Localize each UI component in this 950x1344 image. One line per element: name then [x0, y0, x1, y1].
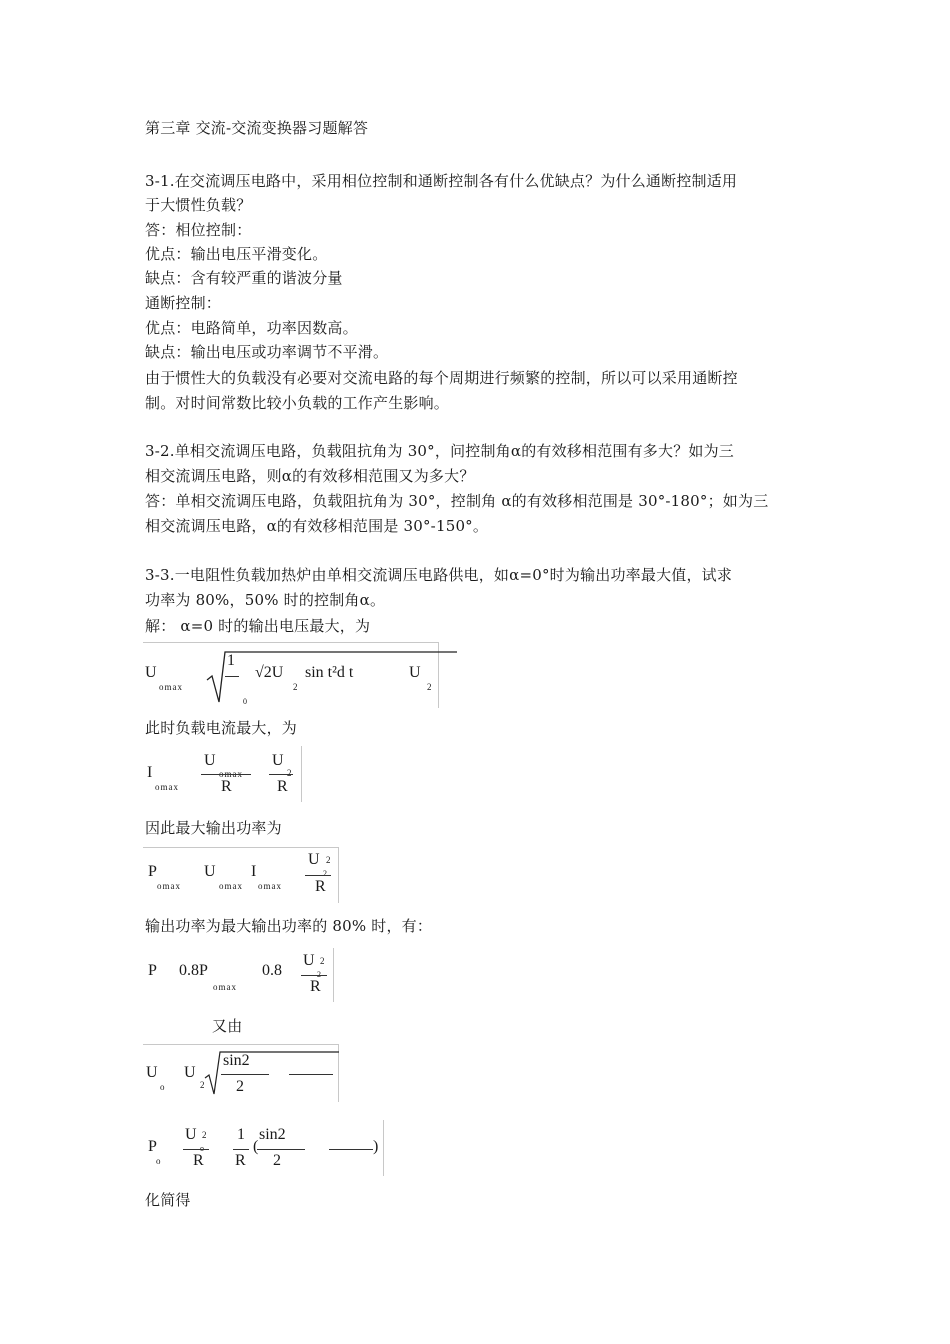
sin-term: sin t²d t — [305, 664, 354, 681]
coefficient: 0.8 — [262, 962, 282, 979]
subscript-2: 2 — [200, 1080, 206, 1090]
fraction-bar — [233, 1149, 249, 1150]
equation-frame — [338, 847, 339, 903]
symbol-u: U — [185, 1126, 197, 1143]
fraction-bar — [289, 1074, 333, 1075]
sqrt2-u: √2U — [255, 664, 284, 681]
answer-line: 制。对时间常数比较小负载的工作产生影响。 — [145, 394, 450, 412]
symbol-u: U — [308, 851, 320, 868]
subscript-o: o — [156, 1156, 162, 1166]
fraction-bar — [221, 1074, 269, 1075]
symbol-r: R — [235, 1152, 246, 1169]
fraction-bar — [269, 774, 293, 775]
subscript-omax: omax — [219, 881, 243, 891]
symbol-u: U — [409, 664, 421, 681]
superscript-2: 2 — [320, 956, 326, 966]
symbol-r: R — [193, 1152, 204, 1169]
subscript-omax: omax — [213, 982, 237, 992]
subscript-omax: omax — [157, 881, 181, 891]
symbol-u: U — [146, 1064, 158, 1081]
equation-iomax — [143, 746, 305, 802]
superscript-2: 2 — [326, 855, 332, 865]
answer-line: 相交流调压电路，α的有效移相范围是 30°-150°。 — [145, 517, 489, 535]
symbol-u: U — [204, 863, 216, 880]
symbol-i: I — [147, 764, 153, 781]
symbol-p: P — [148, 863, 157, 880]
symbol-u: U — [145, 664, 157, 681]
equation-frame — [333, 948, 334, 1002]
sin2-term: sin2 — [223, 1052, 250, 1069]
solution-line: 又由 — [212, 1017, 243, 1035]
fraction-bar — [305, 875, 331, 876]
answer-line: 由于惯性大的负载没有必要对交流电路的每个周期进行频繁的控制，所以可以采用通断控 — [145, 369, 738, 387]
answer-line: 答：相位控制： — [145, 221, 252, 239]
answer-line: 通断控制： — [145, 294, 222, 312]
question-3-2-cont: 相交流调压电路，则α的有效移相范围又为多大？ — [145, 467, 475, 485]
question-3-3: 3-3.一电阻性负载加热炉由单相交流调压电路供电，如α=0°时为输出功率最大值，试求 — [145, 566, 733, 584]
symbol-u: U — [303, 952, 315, 969]
symbol-p: P — [148, 1138, 157, 1155]
question-3-3-cont: 功率为 80%，50% 时的控制角α。 — [145, 591, 386, 609]
sin2-term: sin2 — [259, 1126, 286, 1143]
symbol-r: R — [315, 878, 326, 895]
fraction-numerator: 1 — [227, 652, 235, 669]
equation-frame — [143, 642, 439, 643]
paren-right: ) — [373, 1138, 379, 1155]
denominator-2: 2 — [236, 1078, 244, 1095]
subscript-o: o — [160, 1082, 166, 1092]
answer-line: 优点：电路简单，功率因数高。 — [145, 319, 358, 337]
subscript-omax: omax — [219, 769, 243, 779]
question-3-1: 3-1.在交流调压电路中，采用相位控制和通断控制各有什么优缺点？为什么通断控制适用 — [145, 172, 738, 190]
fraction-bar — [225, 676, 239, 677]
subscript-o: o — [200, 1144, 204, 1153]
subscript-2: 2 — [317, 970, 321, 979]
subscript-omax: omax — [258, 881, 282, 891]
equation-uomax — [143, 642, 443, 708]
answer-line: 答：单相交流调压电路，负载阻抗角为 30°，控制角 α的有效移相范围是 30°-180°；如为三 — [145, 492, 769, 510]
equation-frame — [143, 1044, 339, 1045]
solution-line: 输出功率为最大输出功率的 80% 时，有： — [145, 917, 433, 935]
integral-lower-limit: 0 — [243, 697, 247, 706]
denominator-2: 2 — [273, 1152, 281, 1169]
solution-line: 此时负载电流最大，为 — [145, 719, 298, 737]
subscript-2: 2 — [323, 869, 327, 878]
symbol-i: I — [251, 863, 257, 880]
paren-left: ( — [253, 1138, 259, 1155]
symbol-r: R — [310, 978, 321, 995]
equation-po — [143, 1120, 388, 1176]
subscript-omax: omax — [159, 682, 183, 692]
question-3-2: 3-2.单相交流调压电路，负载阻抗角为 30°，问控制角α的有效移相范围有多大？如为三 — [145, 442, 735, 460]
subscript-omax: omax — [155, 782, 179, 792]
chapter-title: 第三章 交流-交流变换器习题解答 — [145, 119, 369, 137]
equation-frame — [143, 847, 339, 848]
subscript-2: 2 — [287, 768, 293, 778]
solution-line: 化简得 — [145, 1191, 191, 1209]
fraction-bar — [301, 975, 327, 976]
equation-frame — [383, 1120, 384, 1176]
equation-frame — [301, 746, 302, 802]
symbol-p: P — [148, 962, 157, 979]
subscript-2: 2 — [427, 682, 433, 692]
subscript-2: 2 — [293, 682, 299, 692]
solution-line: 因此最大输出功率为 — [145, 819, 282, 837]
answer-line: 缺点：输出电压或功率调节不平滑。 — [145, 343, 389, 361]
symbol-u: U — [272, 752, 284, 769]
fraction-bar — [183, 1149, 209, 1150]
fraction-numerator: 1 — [237, 1126, 245, 1143]
equation-p-80 — [143, 948, 338, 1002]
equation-uo — [143, 1044, 343, 1102]
coefficient-term: 0.8P — [179, 962, 208, 979]
answer-line: 缺点：含有较严重的谐波分量 — [145, 269, 343, 287]
superscript-2: 2 — [202, 1130, 208, 1140]
fraction-bar — [257, 1149, 305, 1150]
question-3-1-cont: 于大惯性负载？ — [145, 196, 252, 214]
symbol-r: R — [277, 778, 288, 795]
symbol-u: U — [184, 1064, 196, 1081]
symbol-u: U — [204, 752, 216, 769]
solution-line: 解： α=0 时的输出电压最大，为 — [145, 617, 371, 635]
answer-line: 优点：输出电压平滑变化。 — [145, 245, 328, 263]
symbol-r: R — [221, 778, 232, 795]
fraction-bar — [201, 774, 251, 775]
fraction-bar — [329, 1149, 373, 1150]
equation-pomax — [143, 847, 343, 903]
